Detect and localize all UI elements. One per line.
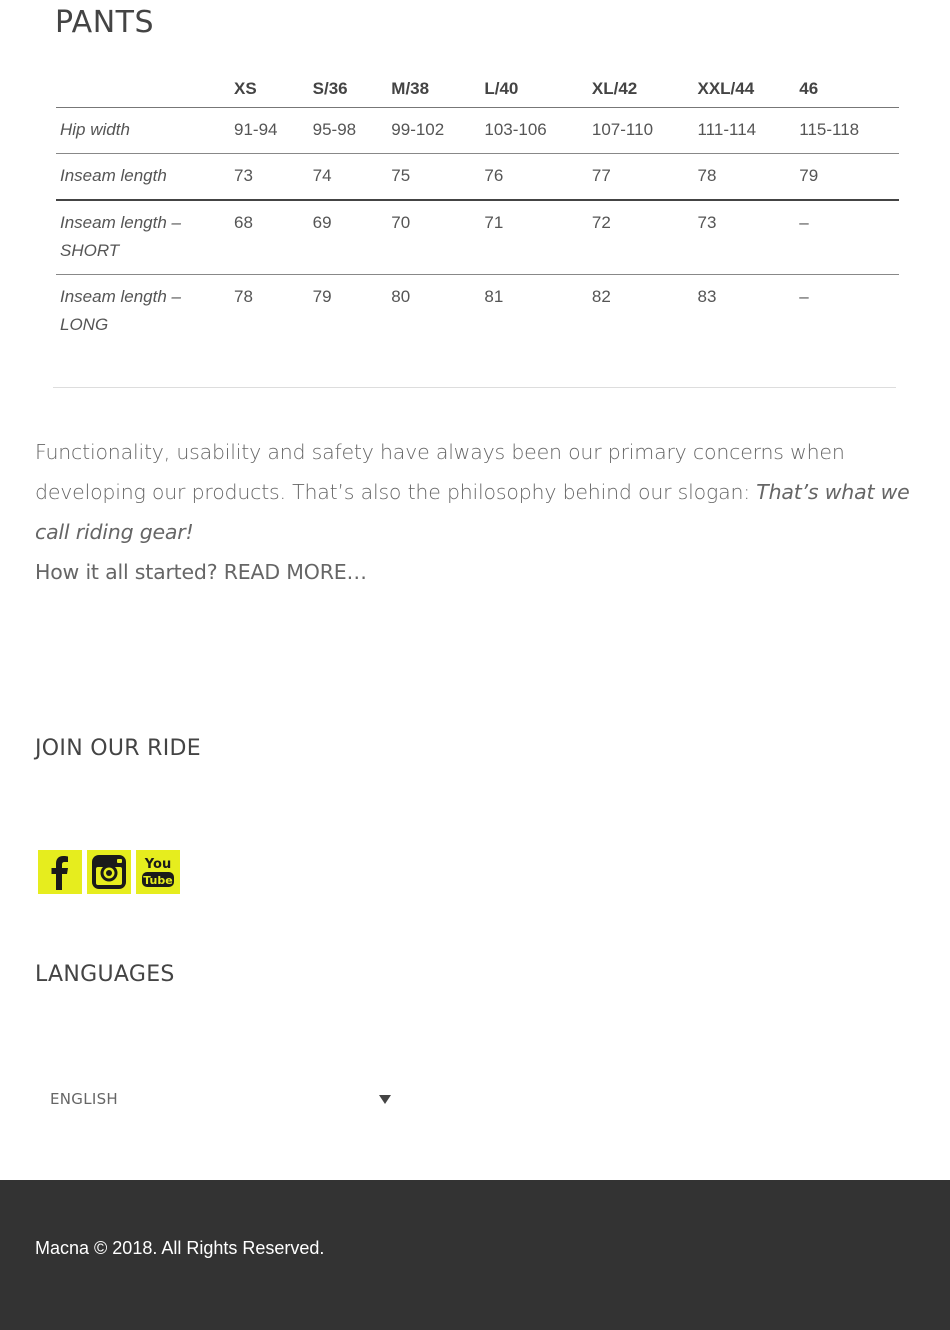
header-cell: XL/42 [588, 70, 694, 108]
header-cell: L/40 [480, 70, 588, 108]
table-row [56, 275, 899, 349]
table-cell: 76 [480, 154, 588, 201]
instagram-link[interactable] [87, 850, 131, 894]
social-links [38, 850, 180, 894]
header-cell: XXL/44 [694, 70, 796, 108]
facebook-icon [38, 850, 82, 894]
slogan: That’s what we call riding gear! [35, 480, 910, 544]
join-heading: JOIN OUR RIDE [35, 736, 201, 761]
table-header-row [56, 70, 899, 108]
table-cell: 99-102 [387, 108, 480, 154]
read-more-link[interactable]: READ MORE… [223, 560, 367, 584]
table-cell: 81 [484, 287, 504, 306]
header-cell: S/36 [309, 70, 388, 108]
table-row [56, 108, 899, 154]
table-cell: – [795, 200, 899, 275]
table-cell: 83 [697, 287, 717, 306]
table-cell: 91-94 [230, 108, 309, 154]
table-cell: 78 [234, 287, 253, 306]
table-cell: 82 [591, 287, 611, 306]
about-text: Functionality, usability and safety have always been our primary concerns when developing our products. That’s also the philosophy behind our slogan: [35, 440, 845, 504]
table-cell: 79 [312, 287, 332, 306]
table-row [56, 154, 899, 201]
table-cell: 78 [694, 154, 796, 201]
table-cell: 111-114 [694, 108, 796, 154]
section-divider [53, 387, 896, 388]
size-table [56, 70, 899, 348]
table-cell: 107-110 [588, 108, 694, 154]
header-cell [56, 70, 230, 108]
header-cell: 46 [795, 70, 899, 108]
how-it-started [35, 552, 367, 592]
table-cell: 69 [309, 200, 388, 275]
table-cell: 103-106 [480, 108, 588, 154]
table-cell: 115-118 [795, 108, 899, 154]
table-cell: 95-98 [309, 108, 388, 154]
row-label: Inseam length – LONG [60, 287, 181, 334]
table-cell: 79 [795, 154, 899, 201]
about-paragraph [35, 432, 915, 552]
table-cell: 73 [694, 200, 796, 275]
languages-heading: LANGUAGES [35, 962, 175, 987]
language-selected-value: ENGLISH [50, 1090, 119, 1108]
table-cell: 77 [588, 154, 694, 201]
table-cell: 73 [230, 154, 309, 201]
table-cell: 80 [391, 287, 411, 306]
page-title: PANTS [55, 5, 155, 40]
table-cell: – [799, 287, 809, 306]
youtube-icon [136, 850, 180, 894]
youtube-icon-top: You [144, 857, 172, 872]
facebook-link[interactable] [38, 850, 82, 894]
row-label: Inseam length [56, 154, 230, 201]
youtube-link[interactable] [136, 850, 180, 894]
table-cell: 72 [588, 200, 694, 275]
header-cell: XS [230, 70, 309, 108]
chevron-down-icon [379, 1095, 391, 1104]
table-cell: 74 [309, 154, 388, 201]
table-cell: 71 [480, 200, 588, 275]
row-label: Inseam length – SHORT [56, 200, 230, 275]
copyright-text: Macna © 2018. All Rights Reserved. [35, 1238, 325, 1258]
table-row [56, 200, 899, 275]
instagram-icon [87, 850, 131, 894]
header-cell: M/38 [387, 70, 480, 108]
table-cell: 68 [230, 200, 309, 275]
language-select[interactable] [35, 1078, 395, 1120]
youtube-icon-bottom: Tube [143, 874, 173, 887]
table-cell: 75 [387, 154, 480, 201]
how-it-started-question: How it all started? [35, 560, 218, 584]
row-label: Hip width [56, 108, 230, 154]
table-cell: 70 [387, 200, 480, 275]
